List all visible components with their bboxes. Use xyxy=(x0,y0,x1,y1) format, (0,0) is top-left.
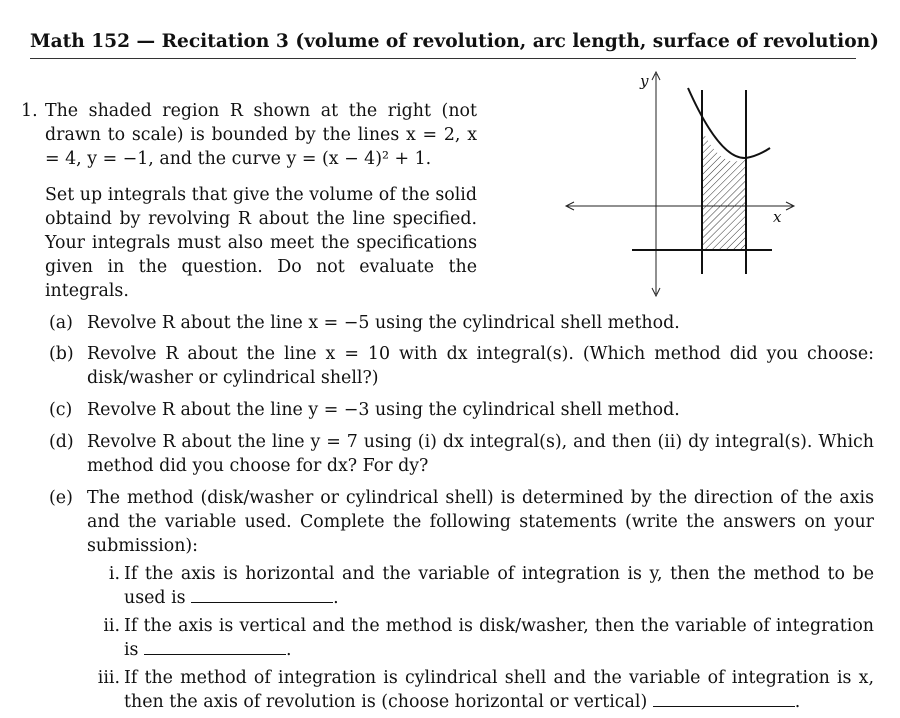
page-title: Math 152 — Recitation 3 (volume of revolution, arc length, surface of revolution) xyxy=(30,30,856,59)
part-e-label: (e) xyxy=(49,488,73,508)
part-c-text: Revolve R about the line y = −3 using the cylindrical shell method. xyxy=(87,400,680,420)
subpart-ii-text: If the axis is vertical and the method is disk/washer, then the variable of integration is xyxy=(124,616,874,660)
x-axis-label: x xyxy=(773,208,782,226)
part-c-label: (c) xyxy=(49,400,73,420)
y-axis-label: y xyxy=(640,72,649,90)
part-a-label: (a) xyxy=(49,313,73,333)
region-figure xyxy=(560,62,800,302)
intro-paragraph-1: The shaded region R shown at the right (not drawn to scale) is bounded by the lines x = 2, x = 4, y = −1, and the curve y = (x − 4)² + 1. xyxy=(45,101,477,169)
problem-intro xyxy=(45,99,477,315)
parabola-curve xyxy=(688,88,770,158)
part-d-text: Revolve R about the line y = 7 using (i) dx integral(s), and then (ii) dy integral(s). Which method did you choose for dx? For dy? xyxy=(87,432,874,476)
intro-paragraph-2: Set up integrals that give the volume of the solid obtaind by revolving R about the line specified. Your integrals must also meet the specifications given in the question. Do not evaluate the integrals. xyxy=(45,185,477,301)
subpart-iii-label: iii. xyxy=(97,668,120,688)
subpart-i-statement: If the axis is horizontal and the variable of integration is y, then the method to be used is . xyxy=(124,564,874,608)
problem-number: 1. xyxy=(21,101,38,121)
subpart-i-text: If the axis is horizontal and the variable of integration is y, then the method to be used is xyxy=(124,564,874,608)
part-d-label: (d) xyxy=(49,432,74,452)
answer-blank-iii[interactable] xyxy=(653,692,795,707)
part-a-text: Revolve R about the line x = −5 using the cylindrical shell method. xyxy=(87,313,680,333)
answer-blank-i[interactable] xyxy=(191,588,333,603)
part-b-text: Revolve R about the line x = 10 with dx integral(s). (Which method did you choose: disk/washer or cylindrical shell?) xyxy=(87,344,874,388)
subpart-ii-statement: If the axis is vertical and the method is disk/washer, then the variable of integration is . xyxy=(124,616,874,660)
subpart-i-label: i. xyxy=(108,564,120,584)
part-b-label: (b) xyxy=(49,344,74,364)
subpart-ii-label: ii. xyxy=(103,616,120,636)
part-e-text: The method (disk/washer or cylindrical shell) is determined by the direction of the axis and the variable used. Complete the following statements (write the answers on your submission): xyxy=(87,488,874,556)
answer-blank-ii[interactable] xyxy=(144,640,286,655)
subpart-iii-statement: If the method of integration is cylindrical shell and the variable of integration is x, then the axis of revolution is (choose horizontal or vertical) . xyxy=(124,668,874,712)
subpart-iii-text: If the method of integration is cylindrical shell and the variable of integration is x, then the axis of revolution is (choose horizontal or vertical) xyxy=(124,668,874,712)
